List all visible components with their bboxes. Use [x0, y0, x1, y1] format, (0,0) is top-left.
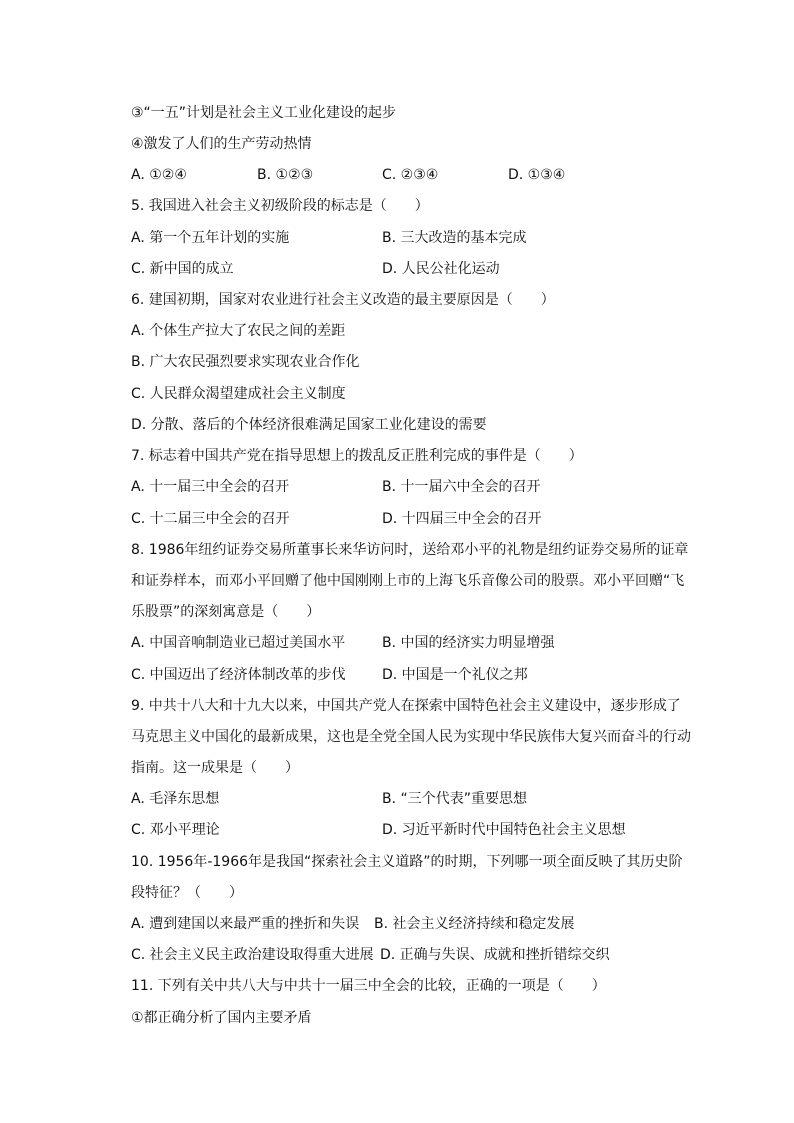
- q9-option-a: A. 毛泽东思想: [131, 791, 220, 807]
- question-10-line-1: 10. 1956年-1966年是我国“探索社会主义道路”的时期，下列哪一项全面反映了其历史阶: [131, 854, 683, 870]
- question-9-line-2: 马克思主义中国化的最新成果，这也是全党全国人民为实现中华民族伟大复兴而奋斗的行动: [131, 729, 691, 745]
- question-8-line-3: 乐股票”的深刻寓意是（ ）: [131, 604, 321, 620]
- q8-option-d: D. 中国是一个礼仪之邦: [382, 667, 528, 683]
- statement-4: ④激发了人们的生产劳动热情: [131, 136, 312, 152]
- q8-option-c: C. 中国迈出了经济体制改革的步伐: [131, 667, 346, 683]
- q5-option-b: B. 三大改造的基本完成: [382, 230, 527, 246]
- q6-option-a: A. 个体生产拉大了农民之间的差距: [131, 323, 346, 339]
- q10-option-b: B. 社会主义经济持续和稳定发展: [374, 916, 575, 932]
- question-8-line-2: 和证券样本，而邓小平回赠了他中国刚刚上市的上海飞乐音像公司的股票。邓小平回赠“飞: [131, 573, 685, 589]
- q6-option-c: C. 人民群众渴望建成社会主义制度: [131, 386, 346, 402]
- q8-option-a: A. 中国音响制造业已超过美国水平: [131, 635, 346, 651]
- q5-option-a: A. 第一个五年计划的实施: [131, 230, 290, 246]
- q4-option-d: D. ①③④: [508, 167, 566, 183]
- question-7: 7. 标志着中国共产党在指导思想上的拨乱反正胜利完成的事件是（ ）: [131, 448, 583, 464]
- q7-option-c: C. 十二届三中全会的召开: [131, 511, 290, 527]
- q7-option-d: D. 十四届三中全会的召开: [382, 511, 542, 527]
- q7-option-a: A. 十一届三中全会的召开: [131, 479, 290, 495]
- statement-3: ③“一五”计划是社会主义工业化建设的起步: [131, 105, 397, 121]
- q9-option-d: D. 习近平新时代中国特色社会主义思想: [382, 822, 626, 838]
- q7-option-b: B. 十一届六中全会的召开: [382, 479, 541, 495]
- question-9-line-1: 9. 中共十八大和十九大以来，中国共产党人在探索中国特色社会主义建设中，逐步形成了: [131, 698, 681, 714]
- q11-statement-1: ①都正确分析了国内主要矛盾: [131, 1010, 312, 1026]
- q5-option-c: C. 新中国的成立: [131, 261, 234, 277]
- q4-option-c: C. ②③④: [382, 167, 439, 183]
- q9-option-b: B. “三个代表”重要思想: [382, 791, 528, 807]
- q6-option-d: D. 分散、落后的个体经济很难满足国家工业化建设的需要: [131, 417, 487, 433]
- question-11: 11. 下列有关中共八大与中共十一届三中全会的比较，正确的一项是（ ）: [131, 978, 606, 994]
- q6-option-b: B. 广大农民强烈要求实现农业合作化: [131, 354, 360, 370]
- question-5: 5. 我国进入社会主义初级阶段的标志是（ ）: [131, 198, 429, 214]
- question-6: 6. 建国初期，国家对农业进行社会主义改造的最主要原因是（ ）: [131, 292, 555, 308]
- q4-option-b: B. ①②③: [257, 167, 314, 183]
- question-10-line-2: 段特征？（ ）: [131, 885, 243, 901]
- q10-option-d: D. 正确与失误、成就和挫折错综交织: [380, 947, 610, 963]
- q5-option-d: D. 人民公社化运动: [382, 261, 500, 277]
- q9-option-c: C. 邓小平理论: [131, 822, 220, 838]
- q8-option-b: B. 中国的经济实力明显增强: [382, 635, 555, 651]
- q10-option-c: C. 社会主义民主政治建设取得重大进展: [131, 947, 374, 963]
- question-8-line-1: 8. 1986年纽约证券交易所董事长来华访问时，送给邓小平的礼物是纽约证券交易所的证章: [131, 542, 689, 558]
- question-9-line-3: 指南。这一成果是（ ）: [131, 760, 299, 776]
- q10-option-a: A. 遭到建国以来最严重的挫折和失误: [131, 916, 360, 932]
- q4-option-a: A. ①②④: [131, 167, 187, 183]
